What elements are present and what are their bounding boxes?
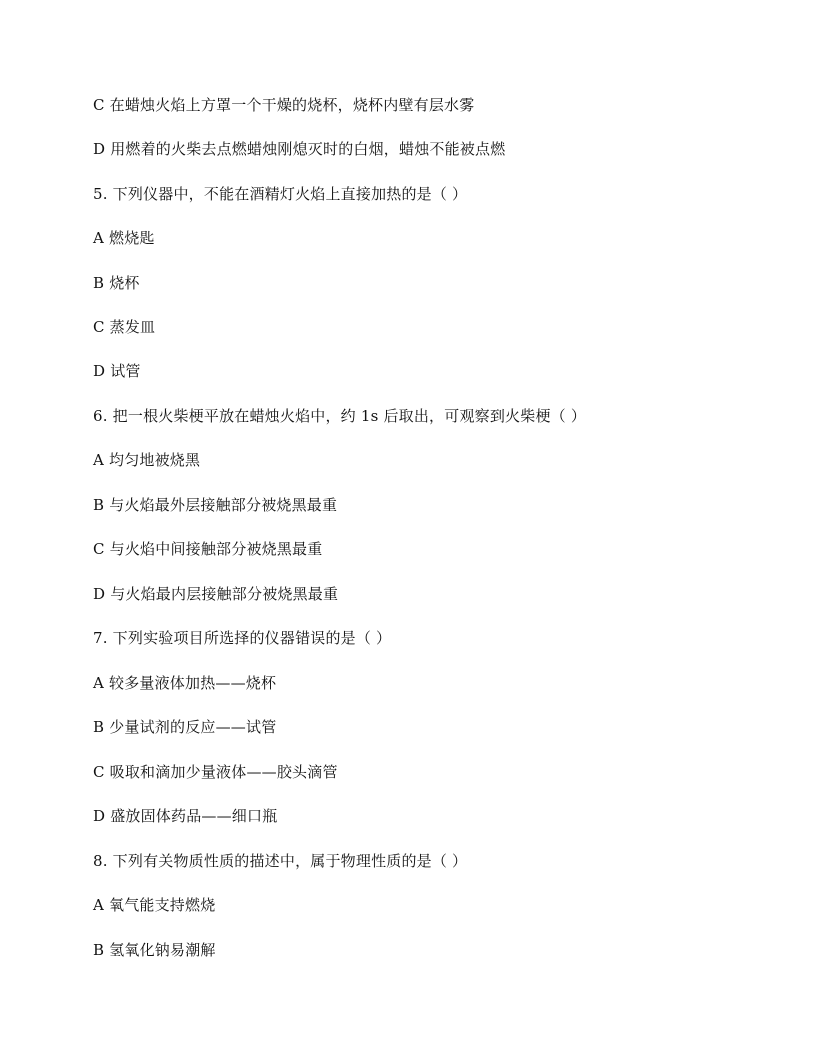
question-5-option-c: C 蒸发皿 <box>93 318 156 336</box>
question-5-text: 5. 下列仪器中，不能在酒精灯火焰上直接加热的是（ ） <box>93 185 468 203</box>
question-8-text: 8. 下列有关物质性质的描述中，属于物理性质的是（ ） <box>93 852 468 870</box>
question-5-option-a: A 燃烧匙 <box>93 229 155 247</box>
question-7-option-b: B 少量试剂的反应——试管 <box>93 718 277 736</box>
option-d-text: D 用燃着的火柴去点燃蜡烛刚熄灭时的白烟，蜡烛不能被点燃 <box>93 140 506 158</box>
question-7-text: 7. 下列实验项目所选择的仪器错误的是（ ） <box>93 629 392 647</box>
question-6-text: 6. 把一根火柴梗平放在蜡烛火焰中，约 1s 后取出，可观察到火柴梗（ ） <box>93 407 587 425</box>
question-6-option-b: B 与火焰最外层接触部分被烧黑最重 <box>93 496 338 514</box>
question-6-option-d: D 与火焰最内层接触部分被烧黑最重 <box>93 585 339 603</box>
question-8-option-a: A 氧气能支持燃烧 <box>93 896 216 914</box>
option-c-text: C 在蜡烛火焰上方罩一个干燥的烧杯，烧杯内壁有层水雾 <box>93 96 475 114</box>
question-6-option-a: A 均匀地被烧黑 <box>93 451 201 469</box>
question-5-option-d: D 试管 <box>93 362 141 380</box>
question-7-option-a: A 较多量液体加热——烧杯 <box>93 674 277 692</box>
question-6-option-c: C 与火焰中间接触部分被烧黑最重 <box>93 540 323 558</box>
question-8-option-b: B 氢氧化钠易潮解 <box>93 941 216 959</box>
question-7-option-c: C 吸取和滴加少量液体——胶头滴管 <box>93 763 338 781</box>
question-5-option-b: B 烧杯 <box>93 274 140 292</box>
question-7-option-d: D 盛放固体药品——细口瓶 <box>93 807 278 825</box>
